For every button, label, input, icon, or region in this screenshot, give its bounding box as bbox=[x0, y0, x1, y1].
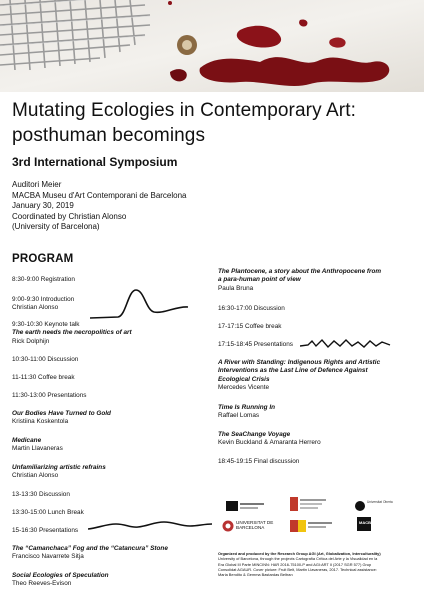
logo-text: UNIVERSITAT DE BARCELONA bbox=[236, 520, 274, 530]
item-speaker: Kevin Buckland & Amaranta Herrero bbox=[218, 439, 321, 447]
item-time: 11-11:30 Coffee break bbox=[12, 374, 75, 381]
item-time: 9:00-9:30 Introduction bbox=[12, 296, 75, 303]
item-speaker: Martin Llavaneras bbox=[12, 445, 63, 453]
item-title: a para-human point of view bbox=[218, 276, 301, 284]
item-speaker: Christian Alonso bbox=[12, 304, 59, 312]
program-item bbox=[218, 268, 381, 293]
item-title: The “Camanchaca” Fog and the “Catancura” Stone bbox=[12, 545, 168, 552]
item-speaker: Raffael Lomas bbox=[218, 412, 260, 420]
universitat-oberta-logo bbox=[355, 498, 393, 516]
program-item bbox=[218, 323, 281, 331]
item-time: 17:15-18:45 Presentations bbox=[218, 341, 293, 348]
wave-decoration bbox=[90, 284, 190, 324]
item-title: Our Bodies Have Turned to Gold bbox=[12, 410, 111, 417]
item-title: Social Ecologies of Speculation bbox=[12, 572, 109, 579]
program-item bbox=[12, 374, 75, 382]
footer-line: Consolidat AGAUR. Cover picture: Fruit Belt, Martin Llavaneras, 2017. Technical assistance: bbox=[218, 566, 377, 572]
program-item bbox=[12, 356, 78, 364]
program-item bbox=[12, 276, 75, 284]
item-speaker: Christian Alonso bbox=[12, 472, 59, 480]
program-item bbox=[12, 545, 168, 562]
program-item bbox=[12, 296, 74, 313]
item-speaker: Mercedes Vicente bbox=[218, 384, 270, 392]
item-title: Medicane bbox=[12, 437, 42, 444]
program-item bbox=[12, 491, 70, 499]
ub-logo bbox=[222, 519, 274, 537]
page-title bbox=[12, 98, 422, 148]
program-item bbox=[12, 572, 109, 589]
item-time: 17-17:15 Coffee break bbox=[218, 323, 282, 330]
item-speaker: Paula Bruna bbox=[218, 284, 254, 292]
item-time: 16:30-17:00 Discussion bbox=[218, 305, 285, 312]
program-item bbox=[12, 392, 87, 400]
item-speaker: Theo Reeves-Evison bbox=[12, 580, 72, 588]
program-item bbox=[218, 458, 299, 466]
item-title: The SeaChange Voyage bbox=[218, 431, 291, 438]
subtitle: 3rd International Symposium bbox=[12, 155, 178, 169]
program-item bbox=[218, 341, 293, 349]
item-title: A River with Standing: Indigenous Rights and Artistic bbox=[218, 359, 381, 366]
title-line-2: posthuman becomings bbox=[12, 125, 206, 146]
program-item bbox=[218, 431, 321, 448]
item-time: 13:30-15:00 Lunch Break bbox=[12, 509, 84, 516]
item-speaker: Rick Dolphijn bbox=[12, 337, 50, 345]
venue-line: (University of Barcelona) bbox=[12, 222, 100, 232]
footer-line: University of Barcelona, through the projects Cartografía Crítica del Arte y la Visualidad en la bbox=[218, 556, 378, 562]
wave-decoration bbox=[300, 336, 392, 350]
ministry-logo bbox=[290, 519, 334, 537]
program-item bbox=[218, 305, 285, 313]
venue-info bbox=[12, 180, 187, 233]
program-item bbox=[12, 410, 111, 427]
footer-line: Maria Bendito & Gemma Bastardas Beltran bbox=[218, 572, 293, 578]
program-item bbox=[12, 437, 63, 454]
faculty-logo bbox=[290, 497, 330, 518]
logo-text: Universitat Oberta bbox=[367, 500, 393, 504]
footer-line: Era Global III Parte MINCINN: HAR 2016-75100-P and AGI:ART II (2017 SGR 577) Grup bbox=[218, 561, 372, 567]
venue-line: MACBA Museu d'Art Contemporani de Barcelona bbox=[12, 190, 187, 200]
wave-decoration bbox=[88, 518, 214, 532]
item-time: 9:30-10:30 Keynote talk bbox=[12, 321, 80, 328]
footer-line: Organized and produced by the Research Group AGI (Art, Globalization, Interculturality) bbox=[218, 551, 381, 556]
item-title: Ecological Crisis bbox=[218, 375, 270, 383]
item-time: 18:45-19:15 Final discussion bbox=[218, 458, 300, 465]
item-speaker: Kristiina Koskentola bbox=[12, 418, 69, 426]
program-item bbox=[218, 359, 380, 393]
program-item bbox=[12, 321, 132, 346]
title-line-1: Mutating Ecologies in Contemporary Art: bbox=[12, 100, 356, 121]
program-item bbox=[12, 509, 84, 517]
program-item bbox=[12, 527, 78, 535]
venue-line: January 30, 2019 bbox=[12, 201, 74, 211]
item-time: 15-16:30 Presentations bbox=[12, 527, 79, 534]
footer-credits bbox=[218, 551, 418, 577]
venue-line: Auditori Meier bbox=[12, 180, 62, 189]
item-title: The earth needs the necropolitics of art bbox=[12, 329, 132, 337]
item-time: 10:30-11:00 Discussion bbox=[12, 356, 79, 363]
program-item bbox=[218, 404, 275, 421]
program-heading: PROGRAM bbox=[12, 253, 74, 265]
item-time: 13-13:30 Discussion bbox=[12, 491, 70, 498]
item-speaker: Francisco Navarrete Sitja bbox=[12, 553, 84, 561]
item-title: Time Is Running In bbox=[218, 404, 276, 411]
item-time: 8:30-9:00 Registration bbox=[12, 276, 75, 283]
agi-logo bbox=[226, 499, 266, 518]
cover-image bbox=[0, 0, 424, 92]
macba-logo bbox=[357, 517, 374, 536]
item-title: Unfamiliarizing artistic refrains bbox=[12, 464, 106, 471]
item-title: Interventions as the Last Line of Defence Against bbox=[218, 367, 368, 375]
item-title: The Plantocene, a story about the Anthropocene from bbox=[218, 268, 382, 275]
program-item bbox=[12, 464, 106, 481]
venue-line: Coordinated by Christian Alonso bbox=[12, 211, 127, 221]
logo-text: MACBA bbox=[359, 520, 374, 525]
item-time: 11:30-13:00 Presentations bbox=[12, 392, 87, 399]
